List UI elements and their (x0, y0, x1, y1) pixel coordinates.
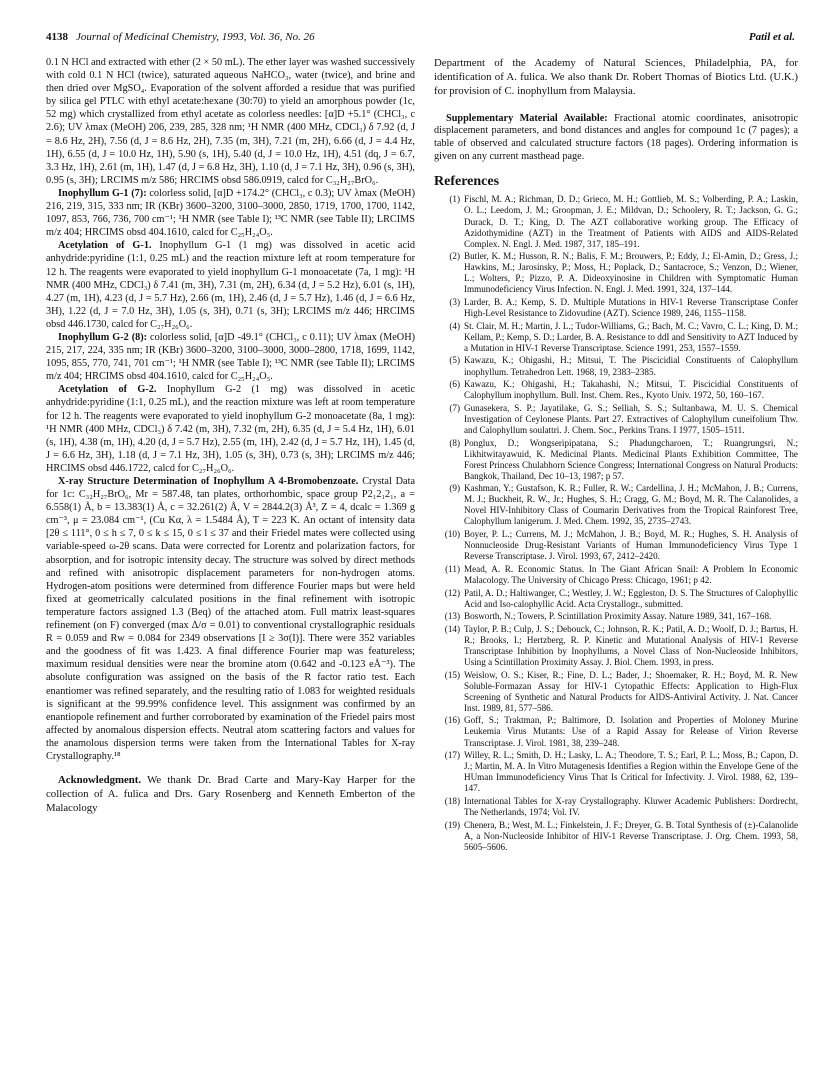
reference-number: (14) (444, 623, 460, 634)
reference-item (434, 251, 798, 295)
compound-text-g2: colorless solid, [α]D -49.1° (CHCl₃, c 0.11); UV λmax (MeOH) 215, 217, 224, 335 nm; IR (KBr) 3600–3200, 3100–3000, 3000–2800, 1718, 1699, 1142, 1095, 855, 770, 741, 701 cm⁻¹; ¹H NMR (see Table I); ¹³C NMR (see Table II); LRCIMS m/z 404; HRCIMS obsd 404.1610, calcd for C₂₅H₂₄O₅. (46, 331, 416, 383)
reference-text: Fischl, M. A.; Richman, D. D.; Grieco, M. H.; Gottlieb, M. S.; Volberding, P. A.; Laskin, O. L.; Leedom, J. M.; Groopman, J. E.; Mildvan, D.; Schoolery, R. T.; Jackson, G. G.; Durack, D. T.; King, D. The AZT collaborative working group. The Efficacy of Azidothymidine (AZT) in the Treatment of Patients with AIDS and AIDS-Related Complex. N. Engl. J. Med. 1987, 317, 185–191. (464, 194, 798, 249)
reference-item (434, 820, 798, 853)
reference-item (434, 588, 798, 610)
reference-text: Boyer, P. L.; Currens, M. J.; McMahon, J. B.; Boyd, M. R.; Hughes, S. H. Analysis of Nonnucleoside Drug-Resistant Variants of Human Immunodeficiency Virus Type 1 Reverse Transcriptase. J. Virol. 1993, 67, 2412–2420. (464, 529, 798, 562)
reference-item (434, 750, 798, 794)
reference-item (434, 670, 798, 714)
xray-paragraph (46, 475, 415, 763)
reference-text: Larder, B. A.; Kemp, S. D. Multiple Mutations in HIV-1 Reverse Transcriptase Confer High-Level Resistance to Zidovudine (AZT). Science 1989, 246, 1155–1158. (464, 297, 798, 319)
reference-item (434, 796, 798, 818)
right-column (434, 56, 798, 854)
reference-text: Goff, S.; Traktman, P.; Baltimore, D. Isolation and Properties of Moloney Murine Leukemia Virus Mutants: Use of a Rapid Assay for Release of Virion Reverse Transcriptase. J. Virol. 1981, 38, 239–248. (464, 715, 798, 748)
reference-number: (9) (449, 483, 460, 494)
acknowledgment-text: We thank Dr. Brad Carte and Mary-Kay Harper for the collection of A. fulica and Drs. Gary Rosenberg and Kenneth Emberton of the Malacology (46, 774, 415, 815)
experimental-paragraph-acetylation-g1 (46, 239, 415, 331)
reference-number: (12) (444, 587, 460, 598)
reference-number: (18) (444, 795, 460, 806)
supplementary-material (434, 113, 798, 164)
reference-text: Mead, A. R. Economic Status. In The Giant African Snail: A Problem In Economic Malacology. The University of Chicago Press: Chicago, 1961; p 42. (464, 563, 798, 585)
experimental-paragraph-g2 (46, 331, 415, 383)
reference-item (434, 715, 798, 748)
reference-number: (5) (449, 355, 460, 366)
reference-text: Chenera, B.; West, M. L.; Finkelstein, J. F.; Dreyer, G. B. Total Synthesis of (±)-Calanolide A, a Non-Nucleoside Inhibitor of HIV-1 Reverse Transcriptase. J. Org. Chem. 1993, 58, 5605–5606. (464, 819, 798, 852)
reference-item (434, 379, 798, 401)
acknowledgment-paragraph (46, 773, 415, 816)
acetylation-heading-g2: Acetylation of G-2. (58, 384, 157, 396)
acetylation-text-g1: Inophyllum G-1 (1 mg) was dissolved in acetic acid anhydride:pyridine (1:1, 0.25 mL) and the reaction mixture left at room temperature for 12 h. The reagents were evaporated to yield inophyllum G-1 monoacetate (7a, 1 mg): ¹H NMR (400 MHz, CDCl₃) δ 7.41 (m, 3H), 7.31 (m, 2H), 6.34 (d, J = 5.2 Hz), 6.01 (s, 1H), 4.27 (m, 1H), 4.23 (d, J = 5.7 Hz), 2.66 (m, 1H), 2.46 (d, J = 5.7 Hz), 1.46 (d, J = 6.6 Hz, 3H), 1.22 (d, J = 7.0 Hz, 3H), 1.05 (s, 3H), 0.71 (s, 3H); LRCIMS m/z 446; HRCIMS obsd 446.1730, calcd for C₂₇H₂₆O₆. (46, 240, 416, 330)
reference-item (434, 297, 798, 319)
left-column (46, 56, 415, 816)
supplementary-heading: Supplementary Material Available: (446, 112, 608, 124)
reference-number: (13) (444, 611, 460, 622)
reference-item (434, 564, 798, 586)
reference-text: Patil, A. D.; Haltiwanger, C.; Westley, J. W.; Eggleston, D. S. The Structures of Calophyllic Acid and Iso-calophyllic Acid. Acta Crystallogr., submitted. (464, 587, 798, 609)
reference-number: (11) (445, 563, 460, 574)
reference-text: Ponglux, D.; Wongseripipatana, S.; Phadungcharoen, T.; Ruangrungsri, N.; Likhitwitayawuid, K. Medicinal Plants. Medicinal Plants Exhibition Committee, The Forest Princess Chulabhorn Science Congress; International Congress on Natural Products: Bangkok, Thailand, Dec 10–13, 1987; p 57. (464, 437, 798, 481)
reference-item (434, 403, 798, 436)
reference-number: (19) (444, 819, 460, 830)
acknowledgment-continued: Department of the Academy of Natural Sciences, Philadelphia, PA, for identification of A. fulica. We also thank Dr. Robert Thomas of Biotics Ltd. (U.K.) for provision of C. inophyllum from Malaysia. (434, 57, 798, 98)
reference-text: Bosworth, N.; Towers, P. Scintillation Proximity Assay. Nature 1989, 341, 167–168. (464, 611, 772, 622)
reference-item (434, 194, 798, 249)
compound-text-g1: colorless solid, [α]D +174.2° (CHCl₃, c 0.3); UV λmax (MeOH) 216, 219, 315, 333 nm; IR (KBr) 3600–3200, 3100–3000, 2850, 1719, 1700, 1700, 1142, 1097, 853, 766, 736, 700 cm⁻¹; ¹H NMR (see Table I); ¹³C NMR (see Table II); LRCIMS m/z 404; HRCIMS obsd 404.1610, calcd for C₂₅H₂₄O₅. (46, 187, 415, 239)
experimental-paragraph-g1 (46, 187, 415, 239)
reference-number: (2) (449, 251, 460, 262)
reference-number: (7) (449, 402, 460, 413)
reference-text: Kawazu, K.; Ohigashi, H.; Takahashi, N.; Mitsui, T. Piscicidial Constituents of Calophyllum inophyllum. Bull. Inst. Chem. Res., Kyoto Univ. 1972, 50, 160–167. (464, 379, 798, 401)
reference-item (434, 483, 798, 527)
experimental-paragraph-1c: 0.1 N HCl and extracted with ether (2 × 50 mL). The ether layer was washed successively with cold 0.1 N HCl (twice), saturated aqueous NaHCO₃, water (twice), and brine and then dried over MgSO₄. Evaporation of the solvent afforded a residue that was purified by silica gel PTLC with ethyl acetate:hexane (30:70) to yield an amorphous powder (1c, 52 mg) which crystallized from ethyl acetate as colorless needles: [α]D +5.1° (CHCl₃, c 2.6); UV λmax (MeOH) 206, 239, 285, 328 nm; ¹H NMR (400 MHz, CDCl₃) δ 7.92 (d, J = 8.6 Hz, 2H), 7.56 (d, J = 8.6 Hz, 2H), 7.35 (m, 3H), 7.21 (m, 2H), 6.66 (d, J = 4.4 Hz, 1H), 6.55 (d, J = 10.0 Hz, 1H), 5.90 (s, 1H), 5.40 (d, J = 10.0 Hz, 1H), 4.51 (dq, J = 6.7, 3.3 Hz, 1H), 2.61 (m, 1H), 1.47 (d, J = 6.8 Hz, 3H), 1.10 (d, J = 7.1 Hz, 3H), 0.96 (s, 3H), 0.95 (s, 3H); LRCIMS m/z 586; HRCIMS obsd 586.0919, calcd for C₃₂H₂₇BrO₆. (46, 57, 415, 186)
reference-number: (6) (449, 379, 460, 390)
journal-citation: Journal of Medicinal Chemistry, 1993, Vol. 36, No. 26 (76, 31, 315, 43)
reference-text: Kawazu, K.; Ohigashi, H.; Mitsui, T. The Piscicidial Constituents of Calophyllum inophyllum. Tetrahedron Lett. 1968, 19, 2383–2385. (464, 355, 798, 377)
reference-number: (4) (449, 320, 460, 331)
acknowledgment-heading: Acknowledgment. (58, 774, 142, 787)
reference-number: (15) (444, 669, 460, 680)
running-authors: Patil et al. (748, 31, 795, 43)
reference-number: (10) (444, 529, 460, 540)
supplementary-text: Fractional atomic coordinates, anisotropic displacement parameters, and bond distances and angles for compound 1c (7 pages); a table of observed and calculated structure factors (18 pages). Ordering information is given on any current masthead page. (434, 112, 799, 162)
reference-text: Willey, R. L.; Smith, D. H.; Lasky, L. A.; Theodore, T. S.; Earl, P. L.; Moss, B.; Capon, D. J.; Martin, M. A. In Vitro Mutagenesis Identifies a Region within the Envelope Gene of the HUman Immunodeficiency Virus That Is Critical for Infectivity. J. Virol. 1988, 62, 139–147. (464, 750, 798, 794)
reference-item (434, 611, 798, 622)
compound-heading-g2: Inophyllum G-2 (8): (58, 331, 148, 343)
reference-item (434, 624, 798, 668)
reference-list (434, 194, 798, 852)
reference-text: Taylor, P. B.; Culp, J. S.; Debouck, C.; Johnson, R. K.; Patil, A. D.; Woolf, D. J.; Bartus, H. R.; Brooks, I.; Hertzberg, R. P. Kinetic and Mutational Analysis of HIV-1 Reverse Transcriptase Inhibition by Inophyllums, a Novel Class of Non-Nucleoside Inhibitors, Using a Scintillation Proximity Assay. J. Biol. Chem. 1993, in press. (464, 623, 798, 668)
reference-item (434, 529, 798, 562)
reference-number: (17) (444, 750, 460, 761)
reference-number: (3) (449, 297, 460, 308)
xray-text: Crystal Data for 1c: C₃₂H₂₇BrO₆, Mr = 587.48, tan plates, orthorhombic, space group P2₁2₁2₁, a = 6.558(1) Å, b = 13.383(1) Å, c = 32.261(2) Å, V = 2844.2(3) Å³, Z = 4, dcalc = 1.369 g cm⁻³, μ = 23.084 cm⁻¹, (Cu Kα, λ = 1.5484 Å), T = 223 K. An octant of intensity data [2θ ≤ 111°, 0 ≤ h ≤ 7, 0 ≤ k ≤ 15, 0 ≤ l ≤ 37 and their Friedel mates were collected using variable-speed ω-2θ scans. Data were corrected for Lorentz and polarization factors, for absorption, and for isotropic intensity decay. The structure was solved by direct methods and refined with anisotropic displacement parameters for non-hydrogen atoms. Hydrogen-atom positions were determined from difference Fourier maps but were held fixed at geometrically calculated positions in the final refinement with isotropic temperature factors assigned 1.3 (Beq) of the attached atom. Full matrix least-squares refinement (on F) converged (max Δ/σ = 0.01) to conventional crystallographic residuals R = 0.059 and Rw = 0.084 for 2349 observations [I ≥ 3σ(I)]. There were 352 variables and the goodness of fit was 1.423. A final difference Fourier map was featureless; maximum residual densities were near the bromine atom (0.642 and -0.123 eÅ⁻³). The absolute configuration was assigned on the basis of the R factor ratio test. Each enantiomer was refined separately, and the resulting ratio of 1.083 for weighted residuals is significant at the 99.99% confidence level. This assignment was confirmed by an enantiopole refinement and further corroborated by examination of the Friedel pairs most affected by anomalous dispersion effects. Neutral atom scattering factors and values for the anamolous dispersion terms were taken from the International Tables for X-ray Crystallography.¹⁸ (46, 476, 415, 762)
acetylation-heading-g1: Acetylation of G-1. (58, 240, 152, 252)
reference-item (434, 355, 798, 377)
reference-text: Gunasekera, S. P.; Jayatilake, G. S.; Selliah, S. S.; Sultanbawa, M. U. S. Chemical Investigation of Ceylonese Plants. Part 27. Extractives of Calophyllum cuneifolium Thw. and Calophyllum soulattri. J. Chem. Soc., Perkins Trans. I 1977, 1505–1511. (464, 402, 798, 435)
reference-text: Weislow, O. S.; Kiser, R.; Fine, D. L.; Bader, J.; Shoemaker, R. H.; Boyd, M. R. New Soluble-Formazan Assay for HIV-1 Cytopathic Effects: Application to High-Flux Screening of Synthetic and Natural Products for AIDS-Antiviral Activity. J. Nat. Cancer Inst. 1989, 81, 577–586. (464, 669, 798, 713)
reference-text: International Tables for X-ray Crystallography. Kluwer Academic Publishers: Dordrecht, The Netherlands, 1974; Vol. IV. (464, 795, 798, 817)
reference-text: St. Clair, M. H.; Martin, J. L.; Tudor-Williams, G.; Bach, M. C.; Vavro, C. L.; King, D. M.; Kellam, P.; Kemp, S. D.; Larder, B. A. Resistance to ddI and Sensitivity to AZT Induced by a Mutation in HIV-1 Reverse Transcriptase. Science 1991, 253, 1557–1559. (464, 320, 799, 353)
xray-heading: X-ray Structure Determination of Inophyllum A 4-Bromobenzoate. (58, 476, 359, 487)
references-heading: References (434, 174, 500, 190)
compound-heading-g1: Inophyllum G-1 (7): (58, 187, 147, 199)
running-head (46, 29, 795, 45)
reference-number: (1) (449, 194, 460, 205)
acetylation-text-g2: Inophyllum G-2 (1 mg) was dissolved in acetic anhydride:pyridine (1:1, 0.25 mL), and the reaction mixture was left at room temperature for 12 h. The reagents were evaporated to yield inophyllum G-2 monoacetate (8a, 1 mg): ¹H NMR (400 MHz, CDCl₃) δ 7.42 (m, 3H), 7.32 (m, 2H), 6.35 (d, J = 5.4 Hz, 1H), 6.01 (s, 1H), 4.38 (m, 1H), 4.20 (d, J = 5.7 Hz), 2.55 (m, 1H), 2.42 (d, J = 5.7 Hz, 1H), 1.45 (d, J = 6.6 Hz, 3H), 1.18 (d, J = 7.1 Hz, 3H), 1.05 (s, 3H), 0.73 (s, 3H); LRCIMS m/z 446; HRCIMS obsd 446.1722, calcd for C₂₇H₂₆O₆. (46, 384, 416, 474)
reference-item (434, 321, 798, 354)
reference-text: Butler, K. M.; Husson, R. N.; Balis, F. M.; Brouwers, P.; Eddy, J.; El-Amin, D.; Gress, J.; Hawkins, M.; Jarosinsky, P.; Moss, H.; Poplack, D.; Santacroce, S.; Venzon, D.; Wiener, L.; Wolters, P.; Pizzo, P. A. Dideoxyinosine in Children with Symptomatic Human Immunodeficiency Virus Infection. N. Engl. J. Med. 1991, 324, 137–144. (464, 251, 798, 295)
reference-item (434, 438, 798, 482)
experimental-paragraph-acetylation-g2 (46, 383, 415, 475)
reference-number: (16) (444, 715, 460, 726)
reference-text: Kashman, Y.; Gustafson, K. R.; Fuller, R. W.; Cardellina, J. H.; McMahon, J. B.; Currens, M. J.; Buckheit, R. W., Jr.; Hughes, S. H.; Cragg, G. M.; Boyd, M. R. The Calanolides, a Novel HIV-Inhibitory Class of Coumarin Derivatives from the Tropical Rainforest Tree, Calophyllum lanigerum. J. Med. Chem. 1992, 35, 2735–2743. (464, 483, 798, 527)
page-number: 4138 (46, 31, 68, 43)
reference-number: (8) (449, 437, 460, 448)
